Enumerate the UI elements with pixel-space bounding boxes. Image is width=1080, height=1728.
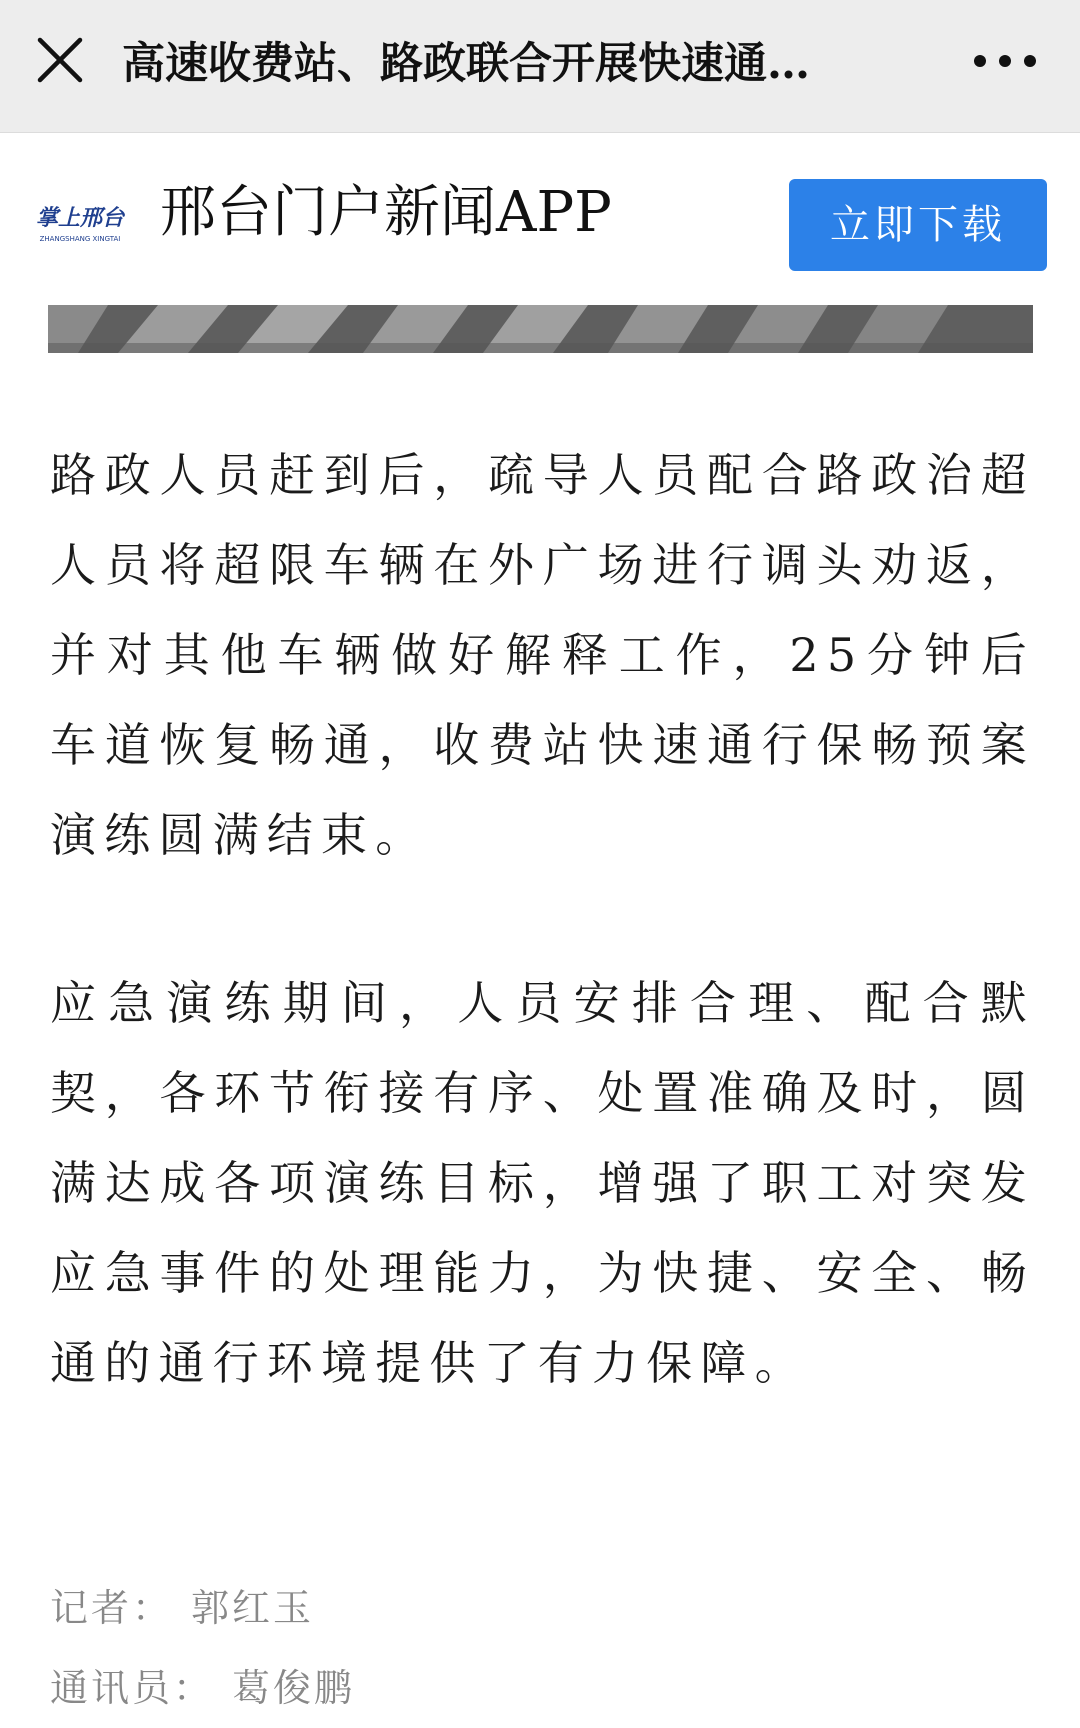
article-paragraph: 路政人员赶到后，疏导人员配合路政治超人员将超限车辆在外广场进行调头劝返，并对其他车辆做好解释工作，25分钟后车道恢复畅通，收费站快速通行保畅预案演练圆满结束。 (50, 448, 1035, 862)
more-options-button[interactable] (960, 36, 1050, 86)
correspondent-label: 通讯员： (50, 1666, 215, 1710)
app-download-banner (0, 133, 1080, 283)
app-name: 邢台门户新闻APP (160, 180, 612, 245)
page-title: 高速收费站、路政联合开展快速通… (122, 39, 810, 89)
svg-text:掌上邢台: 掌上邢台 (35, 205, 125, 231)
reporter-line (50, 1568, 1035, 1648)
article-photo (48, 305, 1033, 353)
reporter-name: 郭红玉 (191, 1586, 315, 1630)
correspondent-name: 葛俊鹏 (232, 1666, 356, 1710)
correspondent-line (50, 1648, 1035, 1728)
more-dots-icon (960, 36, 1050, 86)
app-logo (32, 191, 128, 251)
close-button[interactable] (30, 30, 90, 90)
top-navigation-bar (0, 0, 1080, 133)
download-now-button[interactable]: 立即下载 (789, 179, 1047, 271)
close-icon (30, 30, 90, 90)
article-credits (50, 1568, 1035, 1728)
reporter-label: 记者： (50, 1586, 174, 1630)
article-paragraph: 应急演练期间，人员安排合理、配合默契，各环节衔接有序、处置准确及时，圆满达成各项演练目标，增强了职工对突发应急事件的处理能力，为快捷、安全、畅通的通行环境提供了有力保障。 (50, 976, 1035, 1390)
article-body (50, 430, 1035, 1408)
svg-text:ZHANGSHANG XINGTAI: ZHANGSHANG XINGTAI (39, 235, 121, 243)
